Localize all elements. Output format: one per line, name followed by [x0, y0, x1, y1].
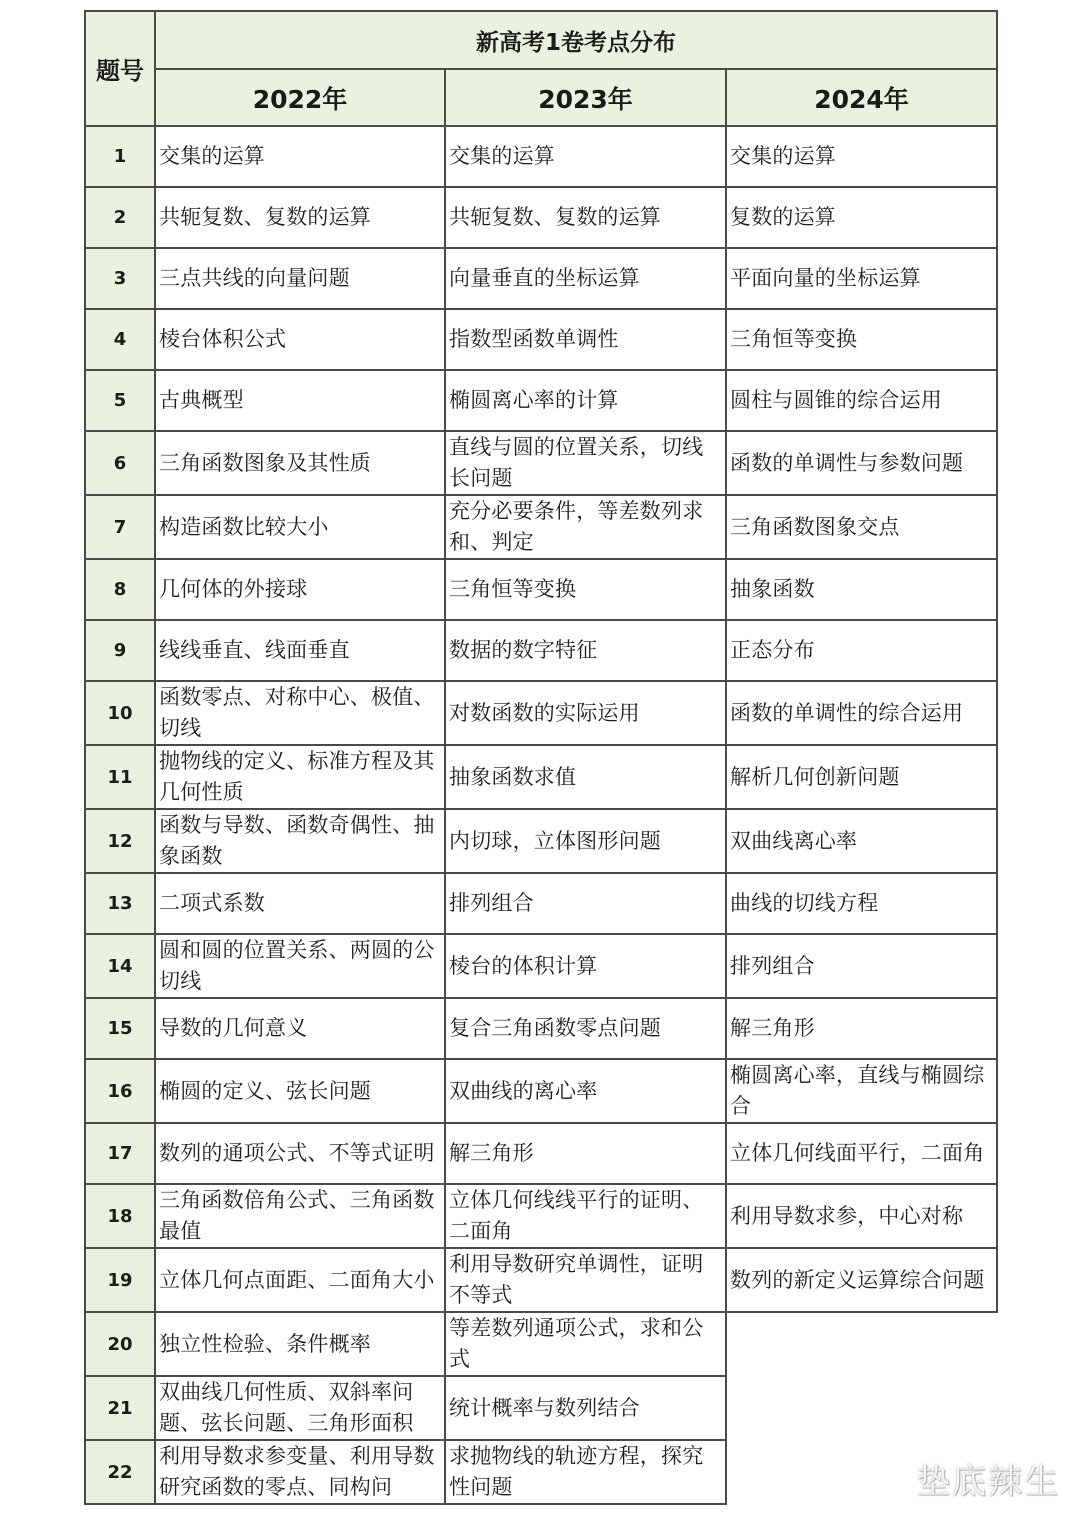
question-number: 14	[85, 934, 155, 998]
topic-2022: 棱台体积公式	[155, 309, 445, 370]
topic-2023: 复合三角函数零点问题	[445, 998, 726, 1059]
table-row	[85, 309, 997, 370]
question-number: 7	[85, 495, 155, 559]
question-number: 22	[85, 1440, 155, 1504]
table-row	[85, 1184, 997, 1248]
topic-2024: 解析几何创新问题	[726, 745, 997, 809]
topic-2023: 向量垂直的坐标运算	[445, 248, 726, 309]
topic-2023: 立体几何线线平行的证明、二面角	[445, 1184, 726, 1248]
topic-2022: 二项式系数	[155, 873, 445, 934]
topic-2024: 椭圆离心率，直线与椭圆综合	[726, 1059, 997, 1123]
year-header-2022: 2022年	[155, 69, 445, 126]
topic-2023: 内切球，立体图形问题	[445, 809, 726, 873]
question-number: 8	[85, 559, 155, 620]
topic-2022: 导数的几何意义	[155, 998, 445, 1059]
table-row	[85, 873, 997, 934]
exam-topic-table	[84, 10, 998, 1505]
topic-2024: 函数的单调性的综合运用	[726, 681, 997, 745]
topic-2022: 抛物线的定义、标准方程及其几何性质	[155, 745, 445, 809]
year-header-2024: 2024年	[726, 69, 997, 126]
question-number: 5	[85, 370, 155, 431]
topic-2023: 三角恒等变换	[445, 559, 726, 620]
topic-2022: 利用导数求参变量、利用导数研究函数的零点、同构问	[155, 1440, 445, 1504]
table-row	[85, 431, 997, 495]
topic-2024: 平面向量的坐标运算	[726, 248, 997, 309]
table-title: 新高考1卷考点分布	[155, 11, 997, 69]
question-number: 20	[85, 1312, 155, 1376]
table-row	[85, 620, 997, 681]
watermark: 垫底辣生	[916, 1462, 1060, 1502]
table-row	[85, 681, 997, 745]
topic-2024: 正态分布	[726, 620, 997, 681]
topic-2022: 三角函数倍角公式、三角函数最值	[155, 1184, 445, 1248]
topic-2024: 解三角形	[726, 998, 997, 1059]
topic-2023: 解三角形	[445, 1123, 726, 1184]
topic-2022: 椭圆的定义、弦长问题	[155, 1059, 445, 1123]
topic-2022: 三角函数图象及其性质	[155, 431, 445, 495]
table-row	[85, 809, 997, 873]
question-number-header: 题号	[85, 11, 155, 126]
table-row	[85, 1312, 997, 1376]
question-number: 12	[85, 809, 155, 873]
topic-2023: 对数函数的实际运用	[445, 681, 726, 745]
question-number: 16	[85, 1059, 155, 1123]
topic-2022: 独立性检验、条件概率	[155, 1312, 445, 1376]
topic-2024: 双曲线离心率	[726, 809, 997, 873]
topic-2024: 三角恒等变换	[726, 309, 997, 370]
topic-2023: 指数型函数单调性	[445, 309, 726, 370]
table-row	[85, 1123, 997, 1184]
topic-2022: 函数零点、对称中心、极值、切线	[155, 681, 445, 745]
question-number: 18	[85, 1184, 155, 1248]
table-row	[85, 559, 997, 620]
table-row	[85, 126, 997, 187]
topic-2024: 立体几何线面平行，二面角	[726, 1123, 997, 1184]
topic-2023: 直线与圆的位置关系，切线长问题	[445, 431, 726, 495]
topic-2024: 抽象函数	[726, 559, 997, 620]
topic-2022: 圆和圆的位置关系、两圆的公切线	[155, 934, 445, 998]
question-number: 1	[85, 126, 155, 187]
topic-2023: 抽象函数求值	[445, 745, 726, 809]
table-row	[85, 495, 997, 559]
question-number: 6	[85, 431, 155, 495]
table-row	[85, 187, 997, 248]
question-number: 4	[85, 309, 155, 370]
table-row	[85, 1059, 997, 1123]
table-row	[85, 745, 997, 809]
topic-2024: 圆柱与圆锥的综合运用	[726, 370, 997, 431]
question-number: 3	[85, 248, 155, 309]
topic-2024: 数列的新定义运算综合问题	[726, 1248, 997, 1312]
question-number: 10	[85, 681, 155, 745]
question-number: 21	[85, 1376, 155, 1440]
topic-2023: 棱台的体积计算	[445, 934, 726, 998]
topic-2023: 椭圆离心率的计算	[445, 370, 726, 431]
image-bottom-edge	[0, 1517, 1080, 1527]
topic-2022: 立体几何点面距、二面角大小	[155, 1248, 445, 1312]
topic-2022: 数列的通项公式、不等式证明	[155, 1123, 445, 1184]
topic-2023: 共轭复数、复数的运算	[445, 187, 726, 248]
topic-2023: 统计概率与数列结合	[445, 1376, 726, 1440]
topic-2024: 利用导数求参，中心对称	[726, 1184, 997, 1248]
topic-2023: 等差数列通项公式，求和公式	[445, 1312, 726, 1376]
topic-2023: 充分必要条件，等差数列求和、判定	[445, 495, 726, 559]
table-row	[85, 934, 997, 998]
topic-2024: 排列组合	[726, 934, 997, 998]
topic-2022: 共轭复数、复数的运算	[155, 187, 445, 248]
exam-topic-table-wrap	[84, 10, 996, 1505]
topic-2022: 交集的运算	[155, 126, 445, 187]
table-row	[85, 1248, 997, 1312]
topic-2023: 交集的运算	[445, 126, 726, 187]
topic-2022: 双曲线几何性质、双斜率问题、弦长问题、三角形面积	[155, 1376, 445, 1440]
topic-2023: 求抛物线的轨迹方程，探究性问题	[445, 1440, 726, 1504]
question-number: 19	[85, 1248, 155, 1312]
table-row	[85, 248, 997, 309]
question-number: 9	[85, 620, 155, 681]
topic-2022: 函数与导数、函数奇偶性、抽象函数	[155, 809, 445, 873]
table-row	[85, 370, 997, 431]
question-number: 11	[85, 745, 155, 809]
topic-2022: 古典概型	[155, 370, 445, 431]
topic-2024: 交集的运算	[726, 126, 997, 187]
question-number: 15	[85, 998, 155, 1059]
year-header-2023: 2023年	[445, 69, 726, 126]
topic-2024: 复数的运算	[726, 187, 997, 248]
question-number: 17	[85, 1123, 155, 1184]
topic-2023: 排列组合	[445, 873, 726, 934]
topic-2024: 三角函数图象交点	[726, 495, 997, 559]
topic-2023: 数据的数字特征	[445, 620, 726, 681]
topic-2024: 曲线的切线方程	[726, 873, 997, 934]
topic-2022: 几何体的外接球	[155, 559, 445, 620]
question-number: 13	[85, 873, 155, 934]
topic-2022: 三点共线的向量问题	[155, 248, 445, 309]
topic-2023: 双曲线的离心率	[445, 1059, 726, 1123]
table-row	[85, 998, 997, 1059]
topic-2024: 函数的单调性与参数问题	[726, 431, 997, 495]
question-number: 2	[85, 187, 155, 248]
topic-2022: 线线垂直、线面垂直	[155, 620, 445, 681]
topic-2023: 利用导数研究单调性，证明不等式	[445, 1248, 726, 1312]
topic-2022: 构造函数比较大小	[155, 495, 445, 559]
